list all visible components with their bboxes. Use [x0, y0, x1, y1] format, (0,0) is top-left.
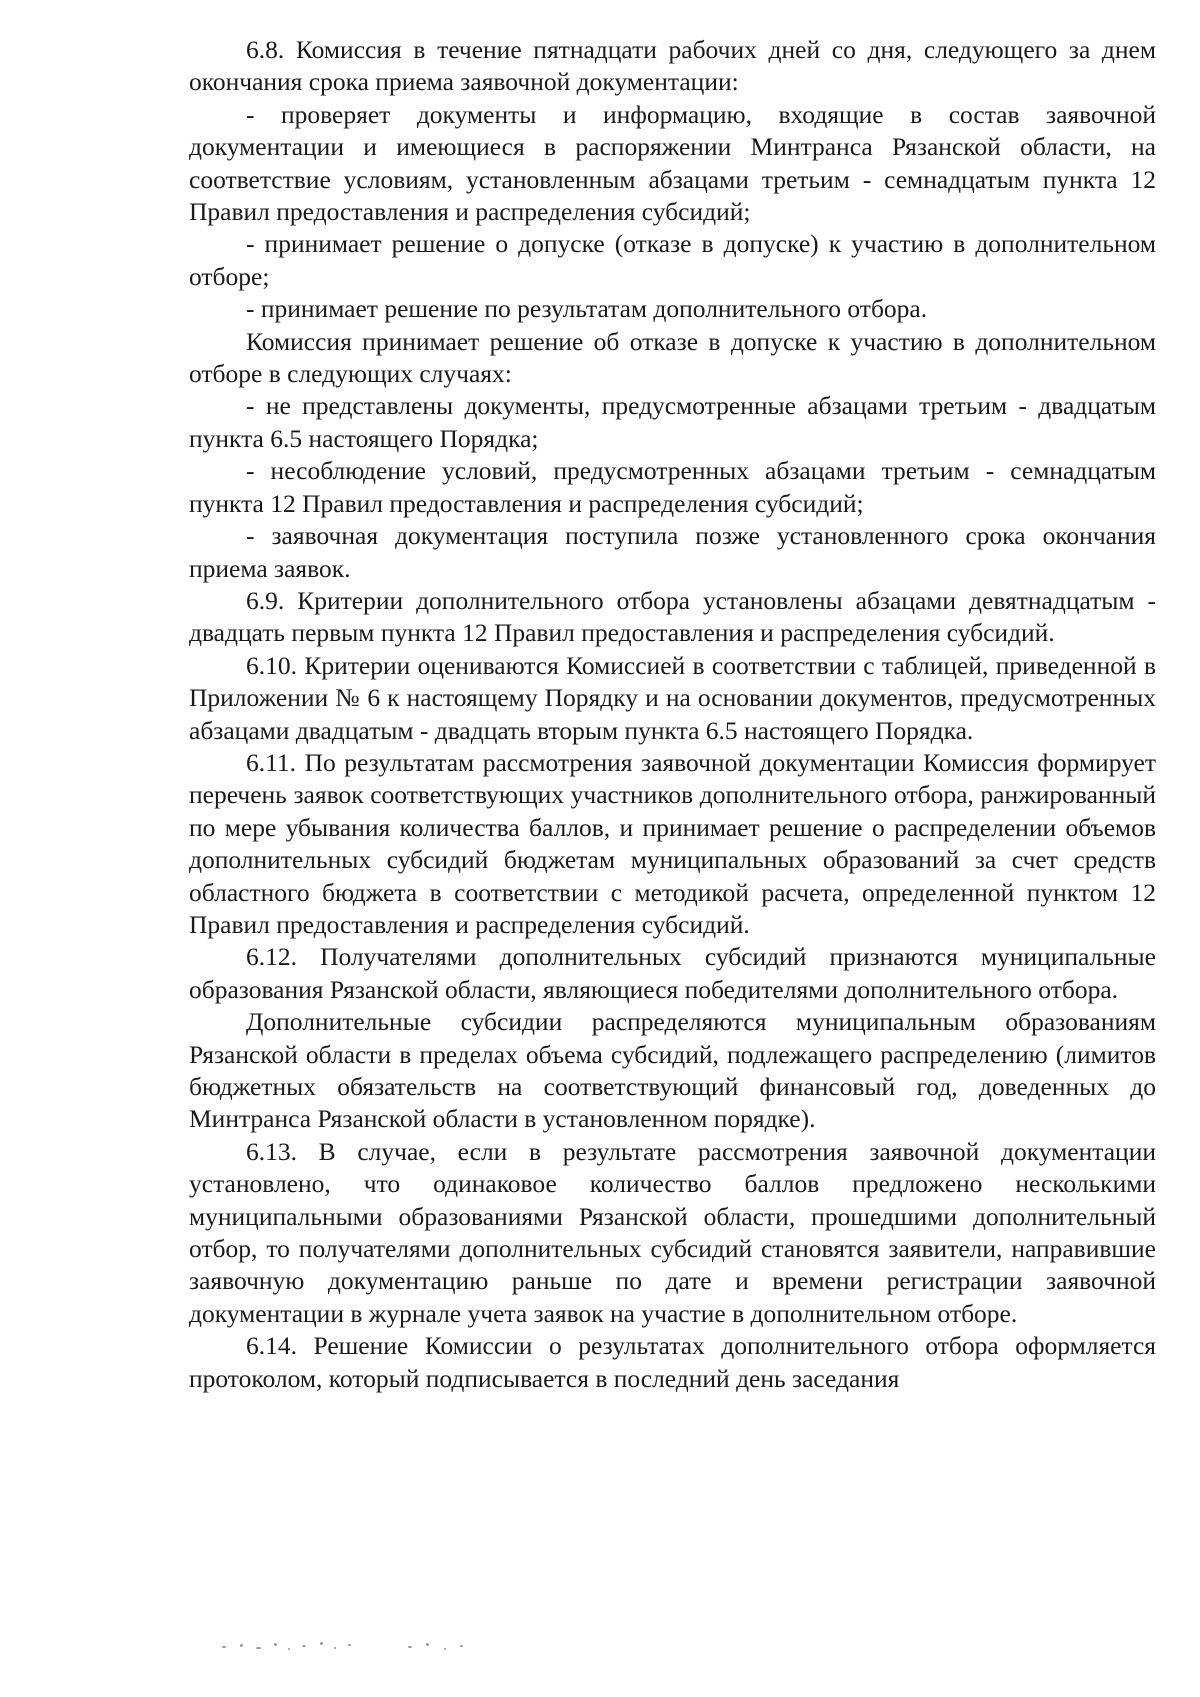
list-item-noncompliance: - несоблюдение условий, предусмотренных абзацами третьим - семнадцатым пункта 12 Правил предоставления и распределения субсидий; — [189, 456, 1156, 518]
paragraph-6-10: 6.10. Критерии оцениваются Комиссией в соответствии с таблицей, приведенной в Приложении № 6 к настоящему Порядку и на основании документов, предусмотренных абзацами двадцатым - двадцать вторым пункта 6.5 настоящего Порядка. — [189, 650, 1156, 745]
list-item-admission-decision: - принимает решение о допуске (отказе в допуске) к участию в дополнительном отборе; — [189, 229, 1156, 291]
paragraph-distribution: Дополнительные субсидии распределяются муниципальным образованиям Рязанской области в пределах объема субсидий, подлежащего распределению (лимитов бюджетных обязательств на соответствующий финансовый год, доведенных до Минтранса Рязанской области в установленном порядке). — [189, 1007, 1156, 1134]
paragraph-6-13: 6.13. В случае, если в результате рассмотрения заявочной документации установлено, что одинаковое количество баллов предложено несколькими муниципальными образованиями Рязанской области, прошедшими дополнительный отбор, то получателями дополнительных субсидий становятся заявители, направившие заявочную документацию раньше по дате и времени регистрации заявочной документации в журнале учета заявок на участие в дополнительном отборе. — [189, 1136, 1156, 1328]
paragraph-refusal-cases: Комиссия принимает решение об отказе в допуске к участию в дополнительном отборе в следующих случаях: — [189, 326, 1156, 389]
paragraph-6-14: 6.14. Решение Комиссии о результатах дополнительного отбора оформляется протоколом, который подписывается в последний день заседания — [189, 1331, 1156, 1393]
list-item-results-decision: - принимает решение по результатам дополнительного отбора. — [246, 294, 928, 324]
list-item-check-documents: - проверяет документы и информацию, входящие в состав заявочной документации и имеющиеся в распоряжении Минтранса Рязанской области, на соответствие условиям, установленным абзацами третьим - семнадцатым пункта 12 Правил предоставления и распределения субсидий; — [189, 99, 1156, 227]
paragraph-6-12: 6.12. Получателями дополнительных субсидий признаются муниципальные образования Рязанской области, являющиеся победителями дополнительного отбора. — [189, 942, 1156, 1004]
list-item-late-submission: - заявочная документация поступила позже установленного срока окончания приема заявок. — [189, 521, 1156, 583]
paragraph-6-11: 6.11. По результатам рассмотрения заявочной документации Комиссия формирует перечень заявок соответствующих участников дополнительного отбора, ранжированный по мере убывания количества баллов, и принимает решение о распределении объемов дополнительных субсидий бюджетам муниципальных образований за счет средств областного бюджета в соответствии с методикой расчета, определенной пунктом 12 Правил предоставления и распределения субсидий. — [189, 747, 1156, 939]
scan-noise — [222, 1640, 492, 1652]
paragraph-6-9: 6.9. Критерии дополнительного отбора установлены абзацами девятнадцатым - двадцать первым пункта 12 Правил предоставления и распределения субсидий. — [189, 585, 1156, 648]
paragraph-6-8: 6.8. Комиссия в течение пятнадцати рабочих дней со дня, следующего за днем окончания срока приема заявочной документации: — [189, 35, 1156, 97]
document-body — [189, 34, 1156, 1395]
list-item-missing-documents: - не представлены документы, предусмотренные абзацами третьим - двадцатым пункта 6.5 настоящего Порядка; — [189, 391, 1156, 453]
